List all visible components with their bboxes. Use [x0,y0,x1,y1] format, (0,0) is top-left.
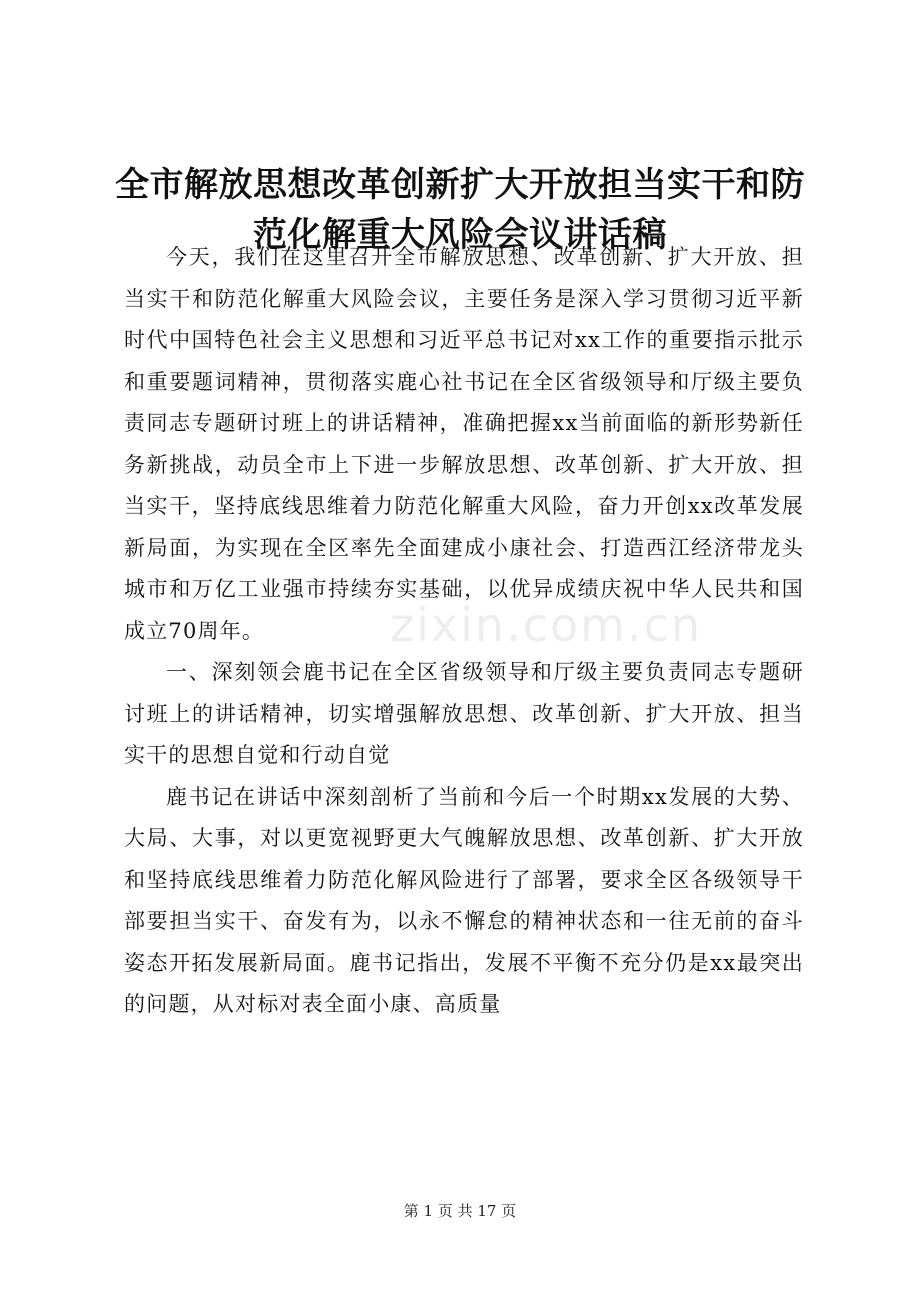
paragraph-intro: 今天，我们在这里召开全市解放思想、改革创新、扩大开放、担当实干和防范化解重大风险会议，主要任务是深入学习贯彻习近平新时代中国特色社会主义思想和习近平总书记对xx工作的重要指示批示和重要题词精神，贯彻落实鹿心社书记在全区省级领导和厅级主要负责同志专题研讨班上的讲话精神，准确把握xx当前面临的新形势新任务新挑战，动员全市上下进一步解放思想、改革创新、扩大开放、担当实干，坚持底线思维着力防范化解重大风险，奋力开创xx改革发展新局面，为实现在全区率先全面建成小康社会、打造西江经济带龙头城市和万亿工业强市持续夯实基础，以优异成绩庆祝中华人民共和国成立70周年。 [124,245,804,643]
paragraph-section-heading: 一、深刻领会鹿书记在全区省级领导和厅级主要负责同志专题研讨班上的讲话精神，切实增强解放思想、改革创新、扩大开放、担当实干的思想自觉和行动自觉 [124,660,804,767]
page-footer: 第 1 页 共 17 页 [403,1202,517,1220]
watermark: zixin.com.cn [390,598,703,652]
paragraph-body: 鹿书记在讲话中深刻剖析了当前和今后一个时期xx发展的大势、大局、大事，对以更宽视野更大气魄解放思想、改革创新、扩大开放和坚持底线思维着力防范化解风险进行了部署，要求全区各级领导干部要担当实干、奋发有为，以永不懈怠的精神状态和一往无前的奋斗姿态开拓发展新局面。鹿书记指出，发展不平衡不充分仍是xx最突出的问题，从对标对表全面小康、高质量 [124,784,804,1016]
title-line-1: 全市解放思想改革创新扩大开放担当实干和防 [115,165,805,205]
title-line-2: 范化解重大风险会议讲话稿 [253,215,667,255]
